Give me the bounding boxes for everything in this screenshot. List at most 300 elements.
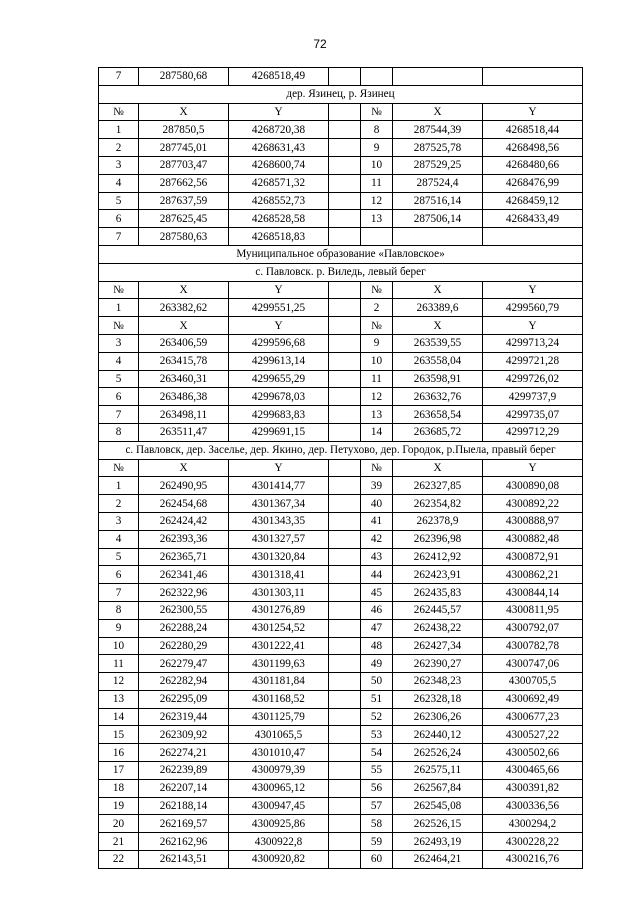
table-row: [99, 797, 583, 815]
coordinate-y: 4299613,14: [229, 352, 329, 370]
coordinate-x: 262309,92: [139, 726, 229, 744]
table-row: [99, 548, 583, 566]
coordinate-y: 4301168,52: [229, 690, 329, 708]
section-title: с. Павловск. р. Виледь, левый берег: [99, 263, 583, 281]
coordinate-x: 262526,24: [393, 744, 483, 762]
section-title-row: [99, 441, 583, 459]
point-number: 40: [361, 495, 393, 513]
point-number: 22: [99, 851, 139, 869]
point-number: 43: [361, 548, 393, 566]
coordinate-x: 262288,24: [139, 619, 229, 637]
coordinate-y: 4300527,22: [483, 726, 583, 744]
header-y: Y: [229, 103, 329, 121]
header-x: X: [139, 459, 229, 477]
point-number: 2: [361, 299, 393, 317]
point-number: 1: [99, 299, 139, 317]
spacer-cell: [329, 673, 361, 691]
coordinate-y: 4301254,52: [229, 619, 329, 637]
point-number: 59: [361, 833, 393, 851]
point-number: 10: [361, 352, 393, 370]
point-number: 5: [99, 370, 139, 388]
spacer-cell: [329, 174, 361, 192]
spacer-cell: [329, 370, 361, 388]
spacer-cell: [329, 530, 361, 548]
point-number: 53: [361, 726, 393, 744]
coordinate-x: 287580,68: [139, 68, 229, 86]
coordinate-x: 262445,57: [393, 601, 483, 619]
point-number: 19: [99, 797, 139, 815]
coordinate-y: 4300862,21: [483, 566, 583, 584]
coordinate-x: 262575,11: [393, 762, 483, 780]
coordinate-x: 262300,55: [139, 601, 229, 619]
spacer-cell: [329, 406, 361, 424]
column-header-row: [99, 459, 583, 477]
point-number: 47: [361, 619, 393, 637]
point-number: 2: [99, 139, 139, 157]
table-row: [99, 495, 583, 513]
spacer-cell: [329, 833, 361, 851]
section-title-row: [99, 245, 583, 263]
coordinate-y: 4300782,78: [483, 637, 583, 655]
coordinate-y: 4268518,44: [483, 121, 583, 139]
coordinate-x: 262239,89: [139, 762, 229, 780]
point-number: 5: [99, 548, 139, 566]
coordinate-x: 287703,47: [139, 156, 229, 174]
section-title: дер. Язинец, р. Язинец: [99, 85, 583, 103]
coordinate-x: 262365,71: [139, 548, 229, 566]
point-number: 11: [361, 174, 393, 192]
table-row: [99, 762, 583, 780]
coordinate-x: 262454,68: [139, 495, 229, 513]
spacer-cell: [329, 762, 361, 780]
point-number: 14: [99, 708, 139, 726]
point-number: 58: [361, 815, 393, 833]
table-row: [99, 210, 583, 228]
coordinate-y: 4268518,49: [229, 68, 329, 86]
coordinate-x: 262490,95: [139, 477, 229, 495]
coordinate-x: 263389,6: [393, 299, 483, 317]
point-number: 56: [361, 779, 393, 797]
header-number: №: [361, 103, 393, 121]
coordinate-y: 4299713,24: [483, 334, 583, 352]
coordinate-x: [393, 228, 483, 246]
point-number: 4: [99, 530, 139, 548]
header-y: Y: [483, 103, 583, 121]
coordinate-x: 262424,42: [139, 512, 229, 530]
point-number: 15: [99, 726, 139, 744]
coordinate-x: 262396,98: [393, 530, 483, 548]
table-row: [99, 334, 583, 352]
coordinate-y: 4300979,39: [229, 762, 329, 780]
coordinate-x: 262169,57: [139, 815, 229, 833]
point-number: 46: [361, 601, 393, 619]
table-row: [99, 512, 583, 530]
coordinate-x: 262348,23: [393, 673, 483, 691]
coordinate-x: 262207,14: [139, 779, 229, 797]
table-row: [99, 566, 583, 584]
spacer-cell: [329, 156, 361, 174]
coordinate-x: 262282,94: [139, 673, 229, 691]
section-title: Муниципальное образование «Павловское»: [99, 245, 583, 263]
point-number: 9: [99, 619, 139, 637]
coordinate-y: 4301414,77: [229, 477, 329, 495]
spacer-cell: [329, 708, 361, 726]
coordinate-x: 287525,78: [393, 139, 483, 157]
point-number: 50: [361, 673, 393, 691]
point-number: 57: [361, 797, 393, 815]
spacer-cell: [329, 317, 361, 335]
coordinate-x: 262322,96: [139, 584, 229, 602]
spacer-cell: [329, 103, 361, 121]
coordinate-x: 262427,34: [393, 637, 483, 655]
page-number: 72: [313, 37, 327, 51]
coordinate-x: 263498,11: [139, 406, 229, 424]
spacer-cell: [329, 851, 361, 869]
point-number: [361, 68, 393, 86]
coordinate-x: 262162,96: [139, 833, 229, 851]
point-number: 45: [361, 584, 393, 602]
table-row: [99, 423, 583, 441]
coordinate-y: 4300890,08: [483, 477, 583, 495]
column-header-row: [99, 103, 583, 121]
coordinate-y: 4268600,74: [229, 156, 329, 174]
point-number: 7: [99, 68, 139, 86]
coordinate-y: 4268480,66: [483, 156, 583, 174]
point-number: 3: [99, 512, 139, 530]
coordinate-y: 4300888,97: [483, 512, 583, 530]
point-number: 51: [361, 690, 393, 708]
coordinate-x: 262526,15: [393, 815, 483, 833]
coordinate-x: 263486,38: [139, 388, 229, 406]
point-number: 7: [99, 406, 139, 424]
coordinate-y: 4300228,22: [483, 833, 583, 851]
coordinate-y: 4301303,11: [229, 584, 329, 602]
coordinate-y: 4301199,63: [229, 655, 329, 673]
coordinate-y: 4301318,41: [229, 566, 329, 584]
spacer-cell: [329, 68, 361, 86]
point-number: 21: [99, 833, 139, 851]
coordinate-y: 4301065,5: [229, 726, 329, 744]
header-number: №: [361, 317, 393, 335]
coordinate-x: 287580,63: [139, 228, 229, 246]
point-number: 8: [99, 423, 139, 441]
coordinate-x: 262328,18: [393, 690, 483, 708]
table-row: [99, 726, 583, 744]
column-header-row: [99, 317, 583, 335]
point-number: 13: [99, 690, 139, 708]
coordinate-y: 4300216,76: [483, 851, 583, 869]
coordinate-y: 4301181,84: [229, 673, 329, 691]
coordinate-x: 262390,27: [393, 655, 483, 673]
point-number: 3: [99, 334, 139, 352]
table-row: [99, 139, 583, 157]
coordinate-x: 287529,25: [393, 156, 483, 174]
coordinate-y: 4300892,22: [483, 495, 583, 513]
spacer-cell: [329, 121, 361, 139]
coordinate-y: 4300922,8: [229, 833, 329, 851]
spacer-cell: [329, 726, 361, 744]
header-x: X: [393, 281, 483, 299]
point-number: 10: [99, 637, 139, 655]
coordinate-y: 4300705,5: [483, 673, 583, 691]
coordinate-y: 4299551,25: [229, 299, 329, 317]
coordinate-x: 263460,31: [139, 370, 229, 388]
coordinate-y: 4300882,48: [483, 530, 583, 548]
header-y: Y: [229, 317, 329, 335]
header-number: №: [99, 317, 139, 335]
coordinate-x: 287625,45: [139, 210, 229, 228]
coordinate-y: 4268433,49: [483, 210, 583, 228]
point-number: 12: [99, 673, 139, 691]
coordinate-x: 287506,14: [393, 210, 483, 228]
table-row: [99, 370, 583, 388]
coordinate-x: 287524,4: [393, 174, 483, 192]
header-y: Y: [483, 281, 583, 299]
header-x: X: [393, 103, 483, 121]
coordinate-y: 4268528,58: [229, 210, 329, 228]
spacer-cell: [329, 566, 361, 584]
spacer-cell: [329, 619, 361, 637]
point-number: 12: [361, 388, 393, 406]
spacer-cell: [329, 459, 361, 477]
point-number: 52: [361, 708, 393, 726]
point-number: 41: [361, 512, 393, 530]
coordinate-x: 262306,26: [393, 708, 483, 726]
coordinate-y: 4301367,34: [229, 495, 329, 513]
coordinate-y: [483, 228, 583, 246]
table-row: [99, 833, 583, 851]
coordinate-x: 262545,08: [393, 797, 483, 815]
coordinate-y: 4268720,38: [229, 121, 329, 139]
coordinate-x: 262440,12: [393, 726, 483, 744]
point-number: 17: [99, 762, 139, 780]
coordinate-x: 262319,44: [139, 708, 229, 726]
point-number: 14: [361, 423, 393, 441]
table-row: [99, 388, 583, 406]
spacer-cell: [329, 779, 361, 797]
table-row: [99, 121, 583, 139]
point-number: 7: [99, 584, 139, 602]
coordinate-y: 4301320,84: [229, 548, 329, 566]
point-number: 3: [99, 156, 139, 174]
table-row: [99, 851, 583, 869]
point-number: 11: [361, 370, 393, 388]
coordinate-y: 4299735,07: [483, 406, 583, 424]
spacer-cell: [329, 797, 361, 815]
point-number: 48: [361, 637, 393, 655]
header-y: Y: [483, 317, 583, 335]
header-x: X: [139, 103, 229, 121]
coordinate-y: 4300677,23: [483, 708, 583, 726]
point-number: 9: [361, 139, 393, 157]
spacer-cell: [329, 334, 361, 352]
header-y: Y: [229, 281, 329, 299]
coordinate-y: 4299560,79: [483, 299, 583, 317]
coordinate-x: 263382,62: [139, 299, 229, 317]
spacer-cell: [329, 388, 361, 406]
table-row: [99, 619, 583, 637]
point-number: 20: [99, 815, 139, 833]
point-number: 10: [361, 156, 393, 174]
point-number: 2: [99, 495, 139, 513]
coordinate-x: 262188,14: [139, 797, 229, 815]
point-number: 39: [361, 477, 393, 495]
coordinate-y: 4299678,03: [229, 388, 329, 406]
coordinate-y: 4268631,43: [229, 139, 329, 157]
column-header-row: [99, 281, 583, 299]
spacer-cell: [329, 423, 361, 441]
spacer-cell: [329, 192, 361, 210]
spacer-cell: [329, 815, 361, 833]
table-row: [99, 174, 583, 192]
table-row: [99, 584, 583, 602]
point-number: 49: [361, 655, 393, 673]
coordinate-y: 4300872,91: [483, 548, 583, 566]
spacer-cell: [329, 601, 361, 619]
coordinates-table: [98, 67, 583, 869]
coordinate-y: 4300811,95: [483, 601, 583, 619]
spacer-cell: [329, 139, 361, 157]
coordinate-x: 287516,14: [393, 192, 483, 210]
header-number: №: [99, 281, 139, 299]
table-row: [99, 708, 583, 726]
section-title: с. Павловск, дер. Заселье, дер. Якино, дер. Петухово, дер. Городок, р.Пыела, правый берег: [99, 441, 583, 459]
coordinate-y: 4300925,86: [229, 815, 329, 833]
spacer-cell: [329, 690, 361, 708]
table-row: [99, 352, 583, 370]
coordinate-x: 262567,84: [393, 779, 483, 797]
coordinate-y: 4300920,82: [229, 851, 329, 869]
spacer-cell: [329, 299, 361, 317]
coordinate-y: 4300465,66: [483, 762, 583, 780]
spacer-cell: [329, 655, 361, 673]
coordinate-x: 263558,04: [393, 352, 483, 370]
coordinate-x: 287662,56: [139, 174, 229, 192]
coordinate-x: 262327,85: [393, 477, 483, 495]
table-row: [99, 673, 583, 691]
table-row: [99, 192, 583, 210]
point-number: 9: [361, 334, 393, 352]
coordinate-x: 262393,36: [139, 530, 229, 548]
header-number: №: [361, 459, 393, 477]
header-y: Y: [229, 459, 329, 477]
point-number: 60: [361, 851, 393, 869]
header-number: №: [99, 459, 139, 477]
point-number: 6: [99, 210, 139, 228]
coordinate-x: 287850,5: [139, 121, 229, 139]
coordinate-y: 4268498,56: [483, 139, 583, 157]
coordinate-x: 262354,82: [393, 495, 483, 513]
coordinate-y: 4300965,12: [229, 779, 329, 797]
point-number: 44: [361, 566, 393, 584]
coordinate-x: 263632,76: [393, 388, 483, 406]
coordinate-y: 4301276,89: [229, 601, 329, 619]
coordinate-y: 4268552,73: [229, 192, 329, 210]
point-number: 4: [99, 352, 139, 370]
header-x: X: [393, 317, 483, 335]
coordinate-x: 263685,72: [393, 423, 483, 441]
spacer-cell: [329, 512, 361, 530]
coordinate-y: 4268459,12: [483, 192, 583, 210]
coordinate-y: 4268518,83: [229, 228, 329, 246]
point-number: 1: [99, 477, 139, 495]
coordinate-x: [393, 68, 483, 86]
header-x: X: [139, 281, 229, 299]
header-number: №: [361, 281, 393, 299]
point-number: 11: [99, 655, 139, 673]
coordinate-y: 4299726,02: [483, 370, 583, 388]
coordinate-y: 4300747,06: [483, 655, 583, 673]
coordinate-x: 263658,54: [393, 406, 483, 424]
coordinate-y: 4301010,47: [229, 744, 329, 762]
coordinate-y: 4300294,2: [483, 815, 583, 833]
table-row: [99, 815, 583, 833]
spacer-cell: [329, 352, 361, 370]
coordinate-y: 4300391,82: [483, 779, 583, 797]
coordinate-x: 262143,51: [139, 851, 229, 869]
coordinate-x: 262279,47: [139, 655, 229, 673]
table-row: [99, 477, 583, 495]
table-row: [99, 156, 583, 174]
coordinate-x: 262378,9: [393, 512, 483, 530]
coordinate-y: 4300502,66: [483, 744, 583, 762]
point-number: 18: [99, 779, 139, 797]
header-y: Y: [483, 459, 583, 477]
coordinate-y: 4299737,9: [483, 388, 583, 406]
coordinate-x: 262493,19: [393, 833, 483, 851]
point-number: 4: [99, 174, 139, 192]
coordinate-y: 4301343,35: [229, 512, 329, 530]
point-number: [361, 228, 393, 246]
spacer-cell: [329, 281, 361, 299]
point-number: 8: [361, 121, 393, 139]
point-number: 8: [99, 601, 139, 619]
point-number: 13: [361, 210, 393, 228]
coordinate-y: 4300844,14: [483, 584, 583, 602]
coordinate-x: 263406,59: [139, 334, 229, 352]
header-number: №: [99, 103, 139, 121]
table-row: [99, 637, 583, 655]
coordinate-y: 4301327,57: [229, 530, 329, 548]
coordinate-x: 287745,01: [139, 139, 229, 157]
coordinate-x: 262274,21: [139, 744, 229, 762]
point-number: 5: [99, 192, 139, 210]
coordinate-y: 4300792,07: [483, 619, 583, 637]
table-row: [99, 779, 583, 797]
coordinate-x: 262438,22: [393, 619, 483, 637]
point-number: 1: [99, 121, 139, 139]
coordinate-x: 262423,91: [393, 566, 483, 584]
spacer-cell: [329, 744, 361, 762]
point-number: 12: [361, 192, 393, 210]
coordinate-x: 263511,47: [139, 423, 229, 441]
coordinate-x: 287637,59: [139, 192, 229, 210]
spacer-cell: [329, 548, 361, 566]
header-x: X: [393, 459, 483, 477]
table-row: [99, 299, 583, 317]
point-number: 6: [99, 566, 139, 584]
table-row: [99, 690, 583, 708]
coordinate-y: 4300692,49: [483, 690, 583, 708]
point-number: 42: [361, 530, 393, 548]
table-row: [99, 601, 583, 619]
coordinate-y: 4299721,28: [483, 352, 583, 370]
coordinate-y: 4300336,56: [483, 797, 583, 815]
table-row: [99, 655, 583, 673]
point-number: 55: [361, 762, 393, 780]
coordinate-y: 4301125,79: [229, 708, 329, 726]
table-row: [99, 406, 583, 424]
